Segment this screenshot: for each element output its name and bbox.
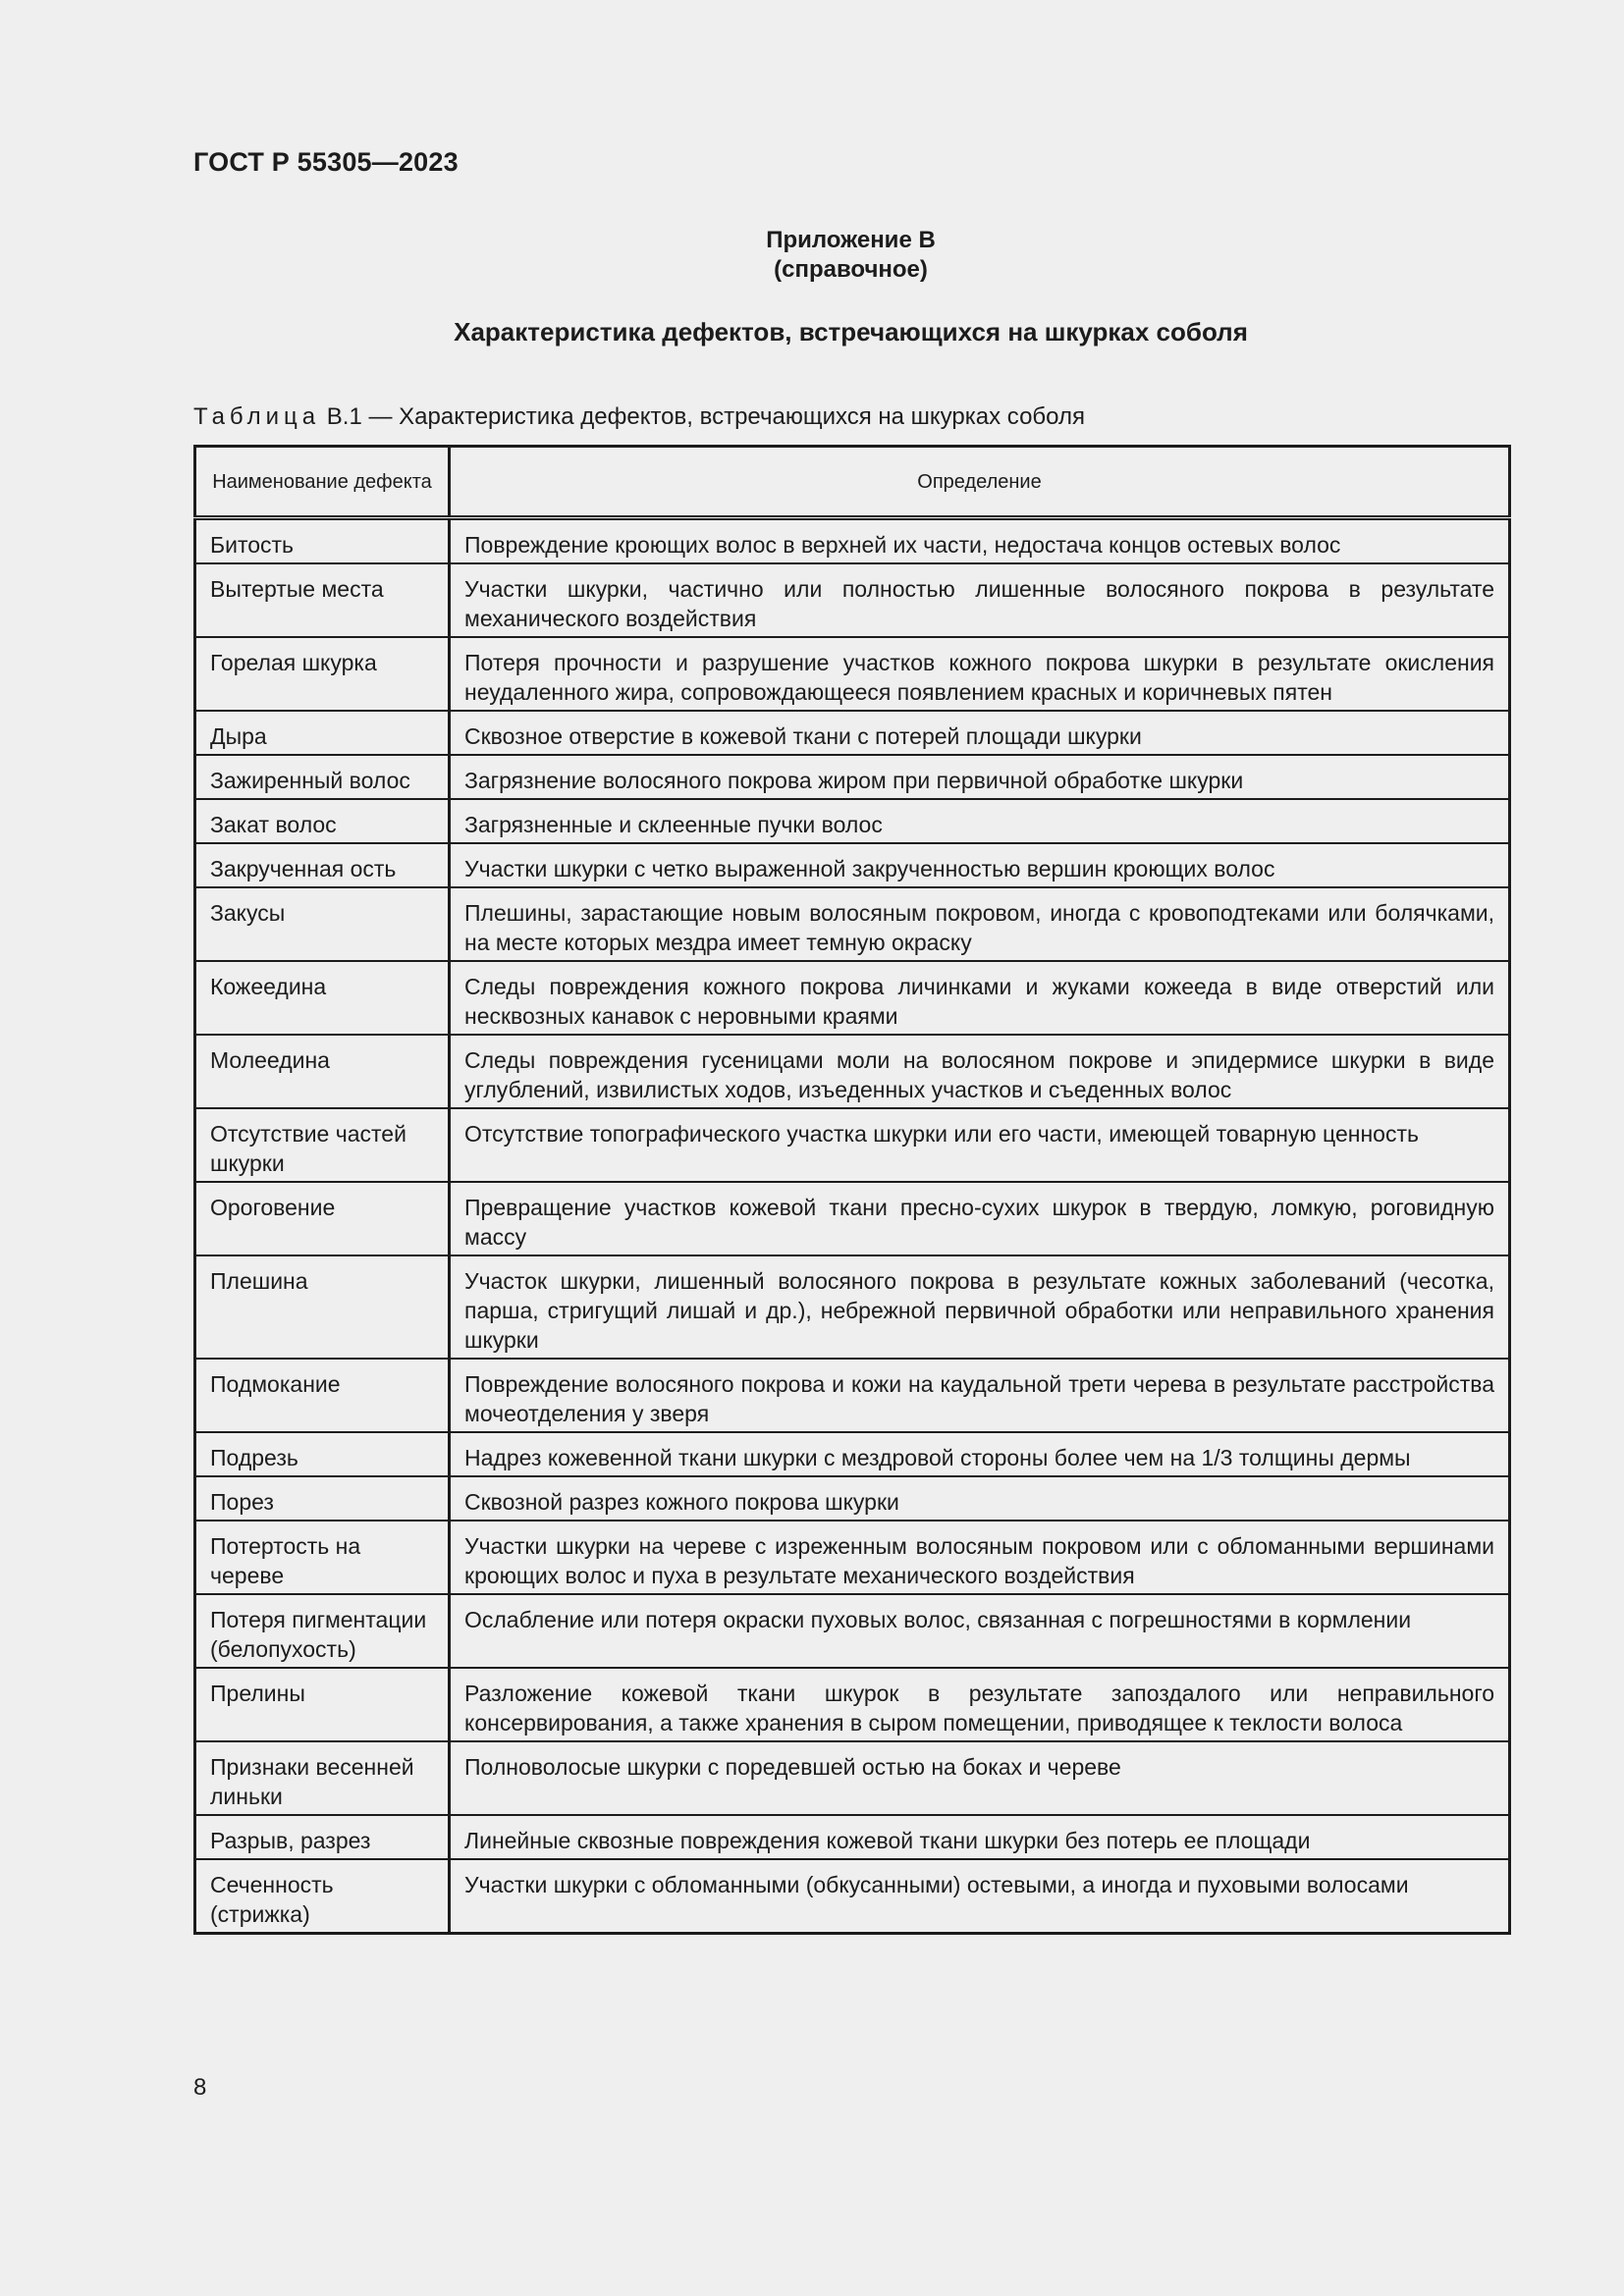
- defect-definition: Потеря прочности и разрушение участков кожного покрова шкурки в результате окисления неудаленного жира, сопровождающееся появлением красных и коричневых пятен: [450, 637, 1510, 711]
- defect-name: Отсутствие частей шкурки: [195, 1108, 450, 1182]
- table-row: [195, 1359, 1510, 1432]
- defect-definition: Разложение кожевой ткани шкурок в результате запоздалого или неправильного консервирования, а также хранения в сыром помещении, приводящее к теклости волоса: [450, 1668, 1510, 1741]
- column-header-name: Наименование дефекта: [195, 447, 450, 518]
- defect-definition: Следы повреждения кожного покрова личинками и жуками кожееда в виде отверстий или несквозных канавок с неровными краями: [450, 961, 1510, 1035]
- table-row: [195, 563, 1510, 637]
- table-caption: [193, 403, 1085, 431]
- appendix-heading: [193, 226, 1508, 285]
- table-row: [195, 1594, 1510, 1668]
- table-row: [195, 1815, 1510, 1859]
- table-row: [195, 1741, 1510, 1815]
- appendix-label: Приложение В: [766, 227, 936, 253]
- table-row: [195, 1476, 1510, 1521]
- table-row: [195, 843, 1510, 887]
- table-row: [195, 637, 1510, 711]
- defect-name: Разрыв, разрез: [195, 1815, 450, 1859]
- table-caption-prefix: Таблица: [193, 403, 321, 430]
- column-header-definition: Определение: [450, 447, 1510, 518]
- defect-name: Молеедина: [195, 1035, 450, 1108]
- defect-definition: Загрязненные и склеенные пучки волос: [450, 799, 1510, 843]
- table-row: [195, 518, 1510, 564]
- defect-definition: Участок шкурки, лишенный волосяного покрова в результате кожных заболеваний (чесотка, парша, стригущий лишай и др.), небрежной первичной обработки или неправильного хранения шкурки: [450, 1255, 1510, 1359]
- table-row: [195, 961, 1510, 1035]
- defect-name: Плешина: [195, 1255, 450, 1359]
- defect-definition: Плешины, зарастающие новым волосяным покровом, иногда с кровоподтеками или болячками, на месте которых мездра имеет темную окраску: [450, 887, 1510, 961]
- defect-definition: Превращение участков кожевой ткани пресно-сухих шкурок в твердую, ломкую, роговидную массу: [450, 1182, 1510, 1255]
- defect-name: Горелая шкурка: [195, 637, 450, 711]
- table-row: [195, 1108, 1510, 1182]
- table-header-row: [195, 447, 1510, 518]
- defect-definition: Сквозное отверстие в кожевой ткани с потерей площади шкурки: [450, 711, 1510, 755]
- defect-definition: Линейные сквозные повреждения кожевой ткани шкурки без потерь ее площади: [450, 1815, 1510, 1859]
- defect-name: Сеченность (стрижка): [195, 1859, 450, 1934]
- defect-definition: Участки шкурки с четко выраженной закрученностью вершин кроющих волос: [450, 843, 1510, 887]
- table-row: [195, 1182, 1510, 1255]
- defects-table-body: [195, 518, 1510, 1934]
- defect-name: Вытертые места: [195, 563, 450, 637]
- table-row: [195, 755, 1510, 799]
- defect-definition: Участки шкурки, частично или полностью лишенные волосяного покрова в результате механического воздействия: [450, 563, 1510, 637]
- defect-definition: Следы повреждения гусеницами моли на волосяном покрове и эпидермисе шкурки в виде углублений, извилистых ходов, изъеденных участков и съеденных волос: [450, 1035, 1510, 1108]
- defect-definition: Участки шкурки с обломанными (обкусанными) остевыми, а иногда и пуховыми волосами: [450, 1859, 1510, 1934]
- document-code: ГОСТ Р 55305—2023: [193, 147, 459, 177]
- table-row: [195, 1521, 1510, 1594]
- page-number: 8: [193, 2074, 207, 2101]
- defect-name: Битость: [195, 518, 450, 564]
- defect-definition: Сквозной разрез кожного покрова шкурки: [450, 1476, 1510, 1521]
- table-row: [195, 711, 1510, 755]
- defect-name: Дыра: [195, 711, 450, 755]
- annex-title: Характеристика дефектов, встречающихся на шкурках соболя: [454, 317, 1248, 347]
- table-row: [195, 1432, 1510, 1476]
- table-caption-number: В.1 —: [326, 403, 393, 430]
- table-row: [195, 1035, 1510, 1108]
- defect-name: Признаки весенней линьки: [195, 1741, 450, 1815]
- defects-table: [193, 445, 1511, 1935]
- defect-name: Потеря пигментации (белопухость): [195, 1594, 450, 1668]
- defect-name: Закат волос: [195, 799, 450, 843]
- table-caption-text: Характеристика дефектов, встречающихся на шкурках соболя: [399, 403, 1085, 430]
- defect-definition: Повреждение кроющих волос в верхней их части, недостача концов остевых волос: [450, 518, 1510, 564]
- defect-name: Ороговение: [195, 1182, 450, 1255]
- defect-name: Закусы: [195, 887, 450, 961]
- defect-definition: Загрязнение волосяного покрова жиром при первичной обработке шкурки: [450, 755, 1510, 799]
- defect-name: Порез: [195, 1476, 450, 1521]
- table-row: [195, 799, 1510, 843]
- defect-definition: Ослабление или потеря окраски пуховых волос, связанная с погрешностями в кормлении: [450, 1594, 1510, 1668]
- table-row: [195, 1255, 1510, 1359]
- defect-definition: Повреждение волосяного покрова и кожи на каудальной трети черева в результате расстройства мочеотделения у зверя: [450, 1359, 1510, 1432]
- defect-definition: Полноволосые шкурки с поредевшей остью на боках и череве: [450, 1741, 1510, 1815]
- appendix-status: (справочное): [774, 256, 928, 283]
- table-row: [195, 1859, 1510, 1934]
- defect-definition: Отсутствие топографического участка шкурки или его части, имеющей товарную ценность: [450, 1108, 1510, 1182]
- defect-name: Потертость на череве: [195, 1521, 450, 1594]
- table-row: [195, 887, 1510, 961]
- defect-name: Кожеедина: [195, 961, 450, 1035]
- defect-definition: Надрез кожевенной ткани шкурки с мездровой стороны более чем на 1/3 толщины дермы: [450, 1432, 1510, 1476]
- defect-name: Прелины: [195, 1668, 450, 1741]
- defect-name: Подмокание: [195, 1359, 450, 1432]
- defect-definition: Участки шкурки на череве с изреженным волосяным покровом или с обломанными вершинами кроющих волос и пуха в результате механического воздействия: [450, 1521, 1510, 1594]
- defect-name: Закрученная ость: [195, 843, 450, 887]
- defect-name: Зажиренный волос: [195, 755, 450, 799]
- defect-name: Подрезь: [195, 1432, 450, 1476]
- table-row: [195, 1668, 1510, 1741]
